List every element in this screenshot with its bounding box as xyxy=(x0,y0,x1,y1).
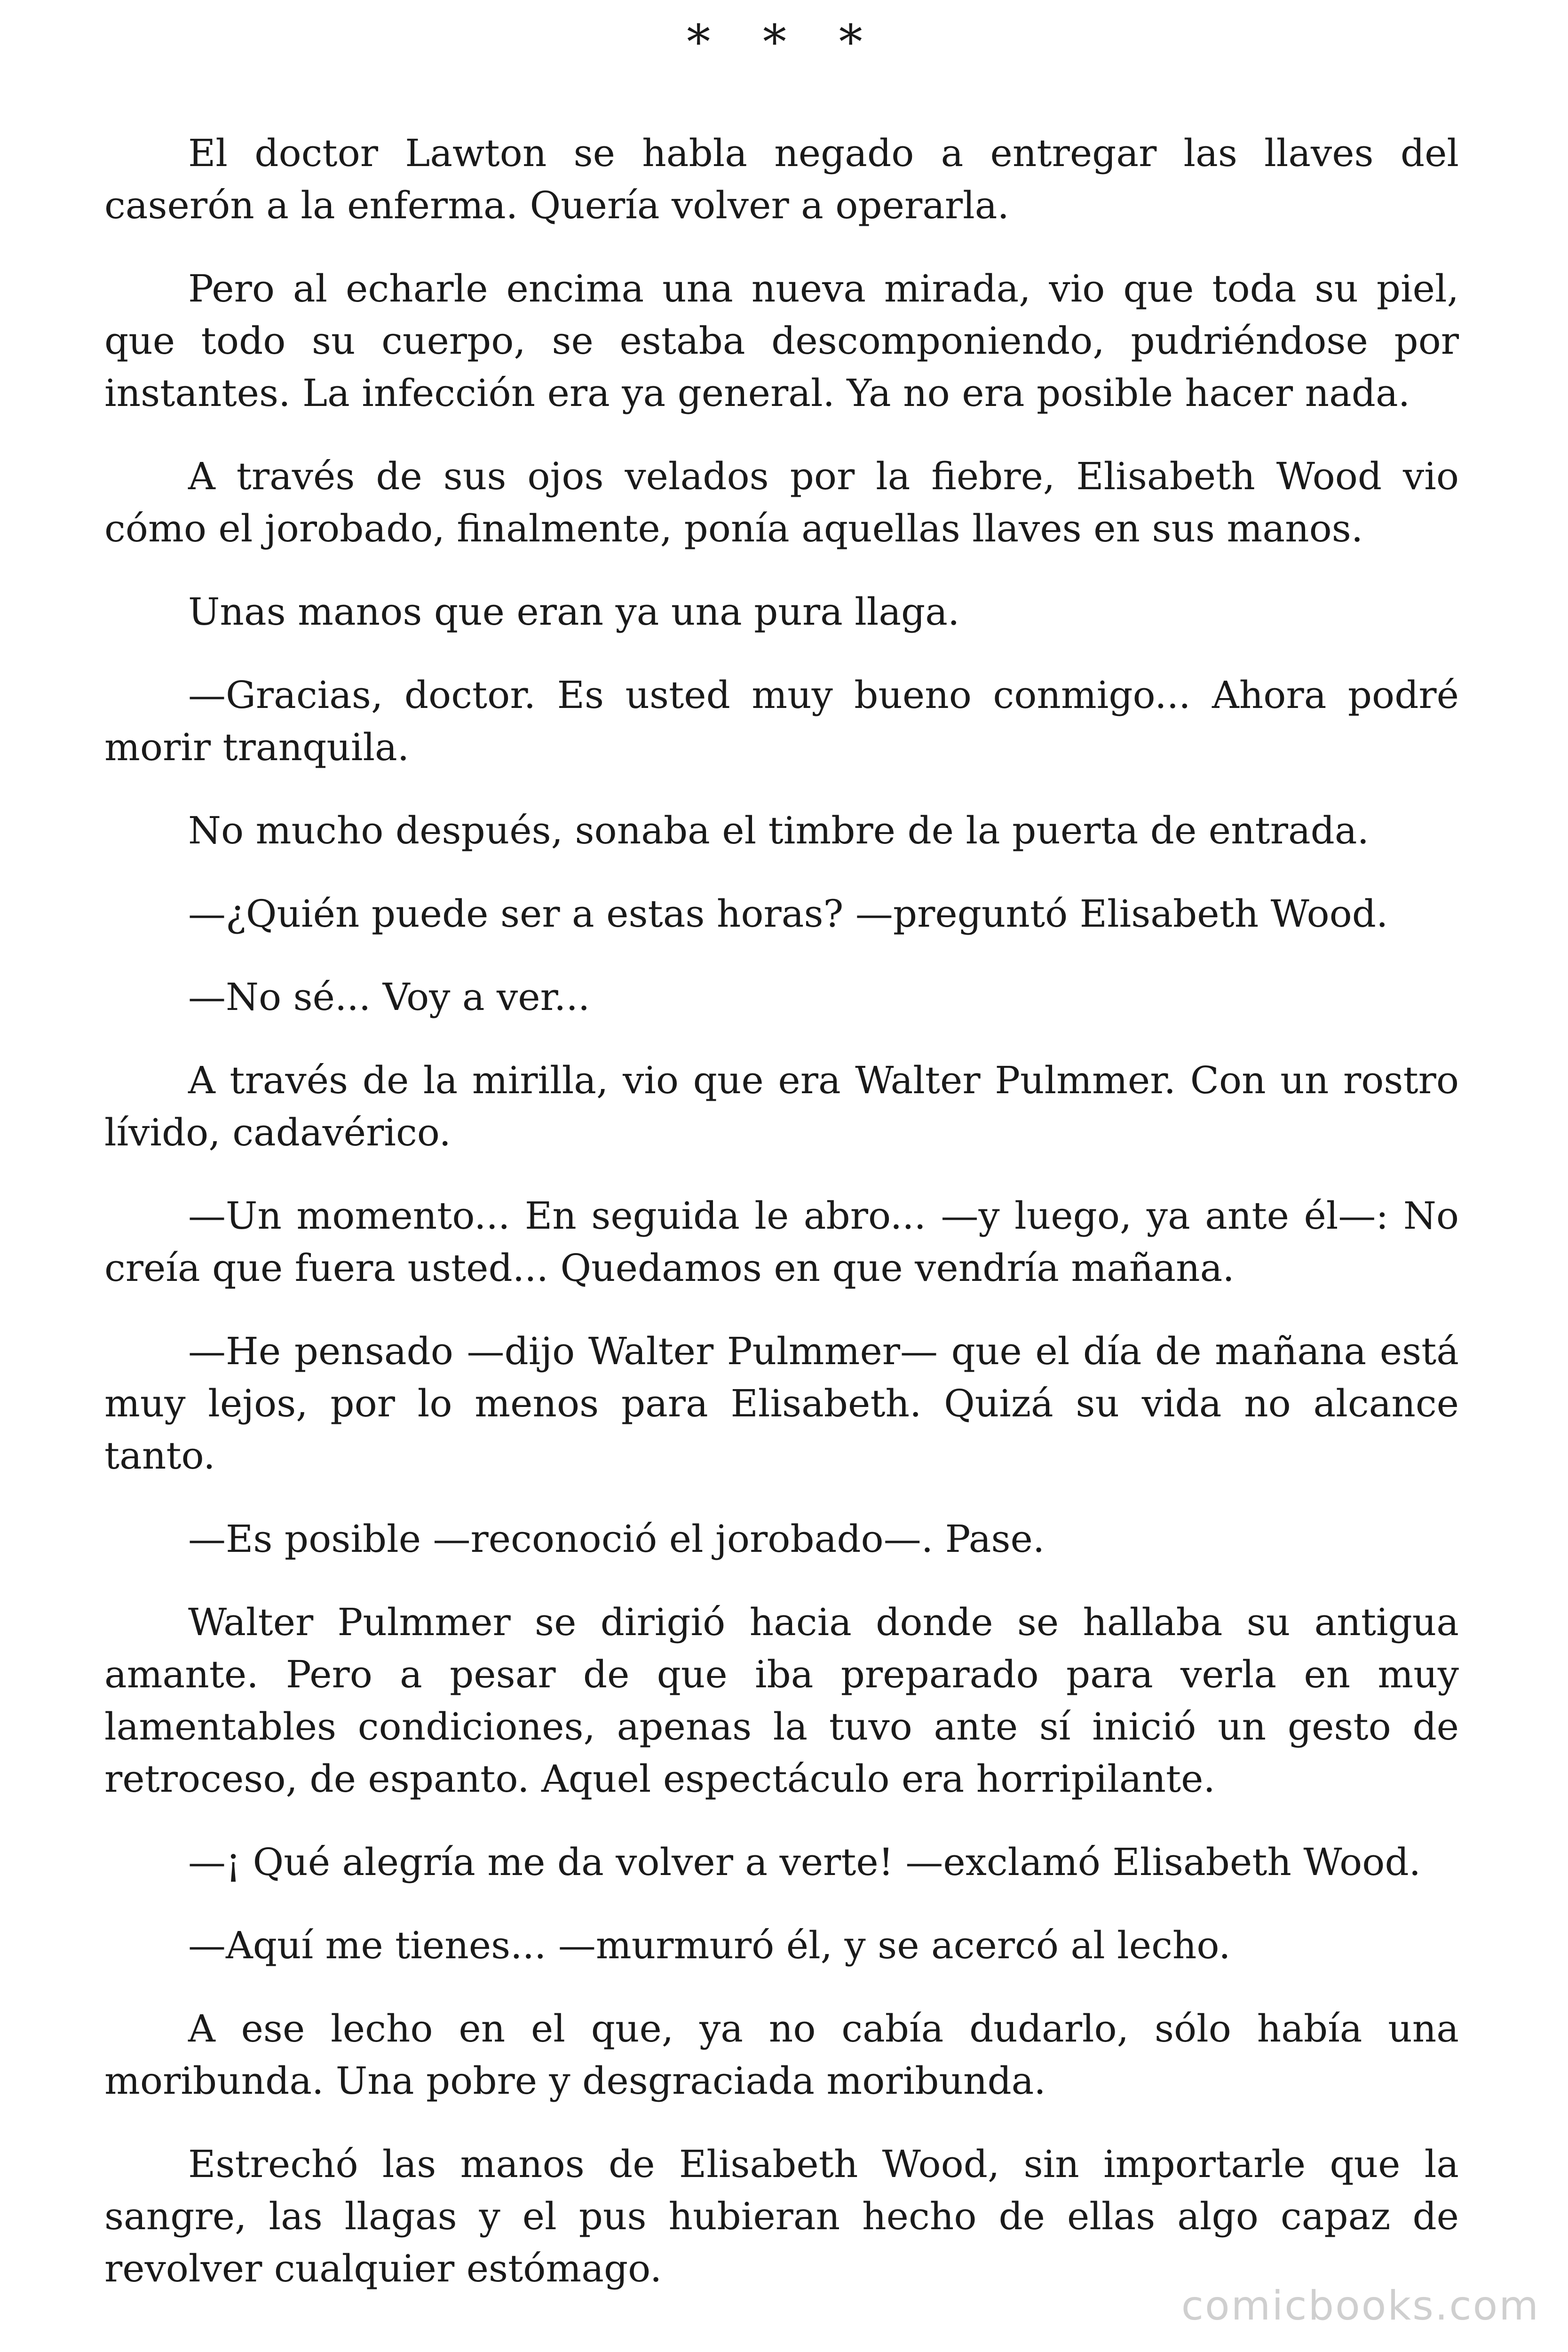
paragraph: A ese lecho en el que, ya no cabía dudarlo, sólo había una moribunda. Una pobre y desgraciada moribunda. xyxy=(104,2007,1459,2103)
paragraph: A través de la mirilla, vio que era Walter Pulmmer. Con un rostro lívido, cadavérico. xyxy=(104,1058,1459,1154)
paragraph: —¿Quién puede ser a estas horas? —preguntó Elisabeth Wood. xyxy=(188,892,1388,936)
paragraph: Estrechó las manos de Elisabeth Wood, sin importarle que la sangre, las llagas y el pus hubieran hecho de ellas algo capaz de revolver cualquier estómago. xyxy=(104,2142,1459,2290)
section-separator: * * * xyxy=(687,15,881,70)
paragraph: —Un momento... En seguida le abro... —y luego, ya ante él—: No creía que fuera usted... Quedamos en que vendría mañana. xyxy=(104,1194,1459,1290)
paragraph: —Es posible —reconoció el jorobado—. Pase. xyxy=(188,1517,1045,1561)
paragraph: Unas manos que eran ya una pura llaga. xyxy=(188,590,960,634)
paragraph: A través de sus ojos velados por la fiebre, Elisabeth Wood vio cómo el jorobado, finalmente, ponía aquellas llaves en sus manos. xyxy=(104,454,1459,550)
paragraph: —Aquí me tienes... —murmuró él, y se acercó al lecho. xyxy=(188,1923,1231,1967)
paragraph: Pero al echarle encima una nueva mirada, vio que toda su piel, que todo su cuerpo, se estaba descomponiendo, pudriéndose por instantes. La infección era ya general. Ya no era posible hacer nada. xyxy=(104,267,1459,415)
paragraph: No mucho después, sonaba el timbre de la puerta de entrada. xyxy=(188,809,1370,852)
paragraph: —¡ Qué alegría me da volver a verte! —exclamó Elisabeth Wood. xyxy=(188,1840,1421,1884)
text-body xyxy=(104,127,1459,2326)
watermark: comicbooks.com xyxy=(1181,2282,1540,2329)
paragraph: —No sé... Voy a ver... xyxy=(188,975,590,1019)
paragraph: —He pensado —dijo Walter Pulmmer— que el día de mañana está muy lejos, por lo menos para Elisabeth. Quizá su vida no alcance tanto. xyxy=(104,1329,1459,1478)
paragraph: Walter Pulmmer se dirigió hacia donde se hallaba su antigua amante. Pero a pesar de que iba preparado para verla en muy lamentables condiciones, apenas la tuvo ante sí inició un gesto de retroceso, de espanto. Aquel espectáculo era horripilante. xyxy=(104,1600,1459,1801)
paragraph: —Gracias, doctor. Es usted muy bueno conmigo... Ahora podré morir tranquila. xyxy=(104,673,1459,769)
paragraph: El doctor Lawton se habla negado a entregar las llaves del caserón a la enferma. Quería volver a operarla. xyxy=(104,131,1459,227)
